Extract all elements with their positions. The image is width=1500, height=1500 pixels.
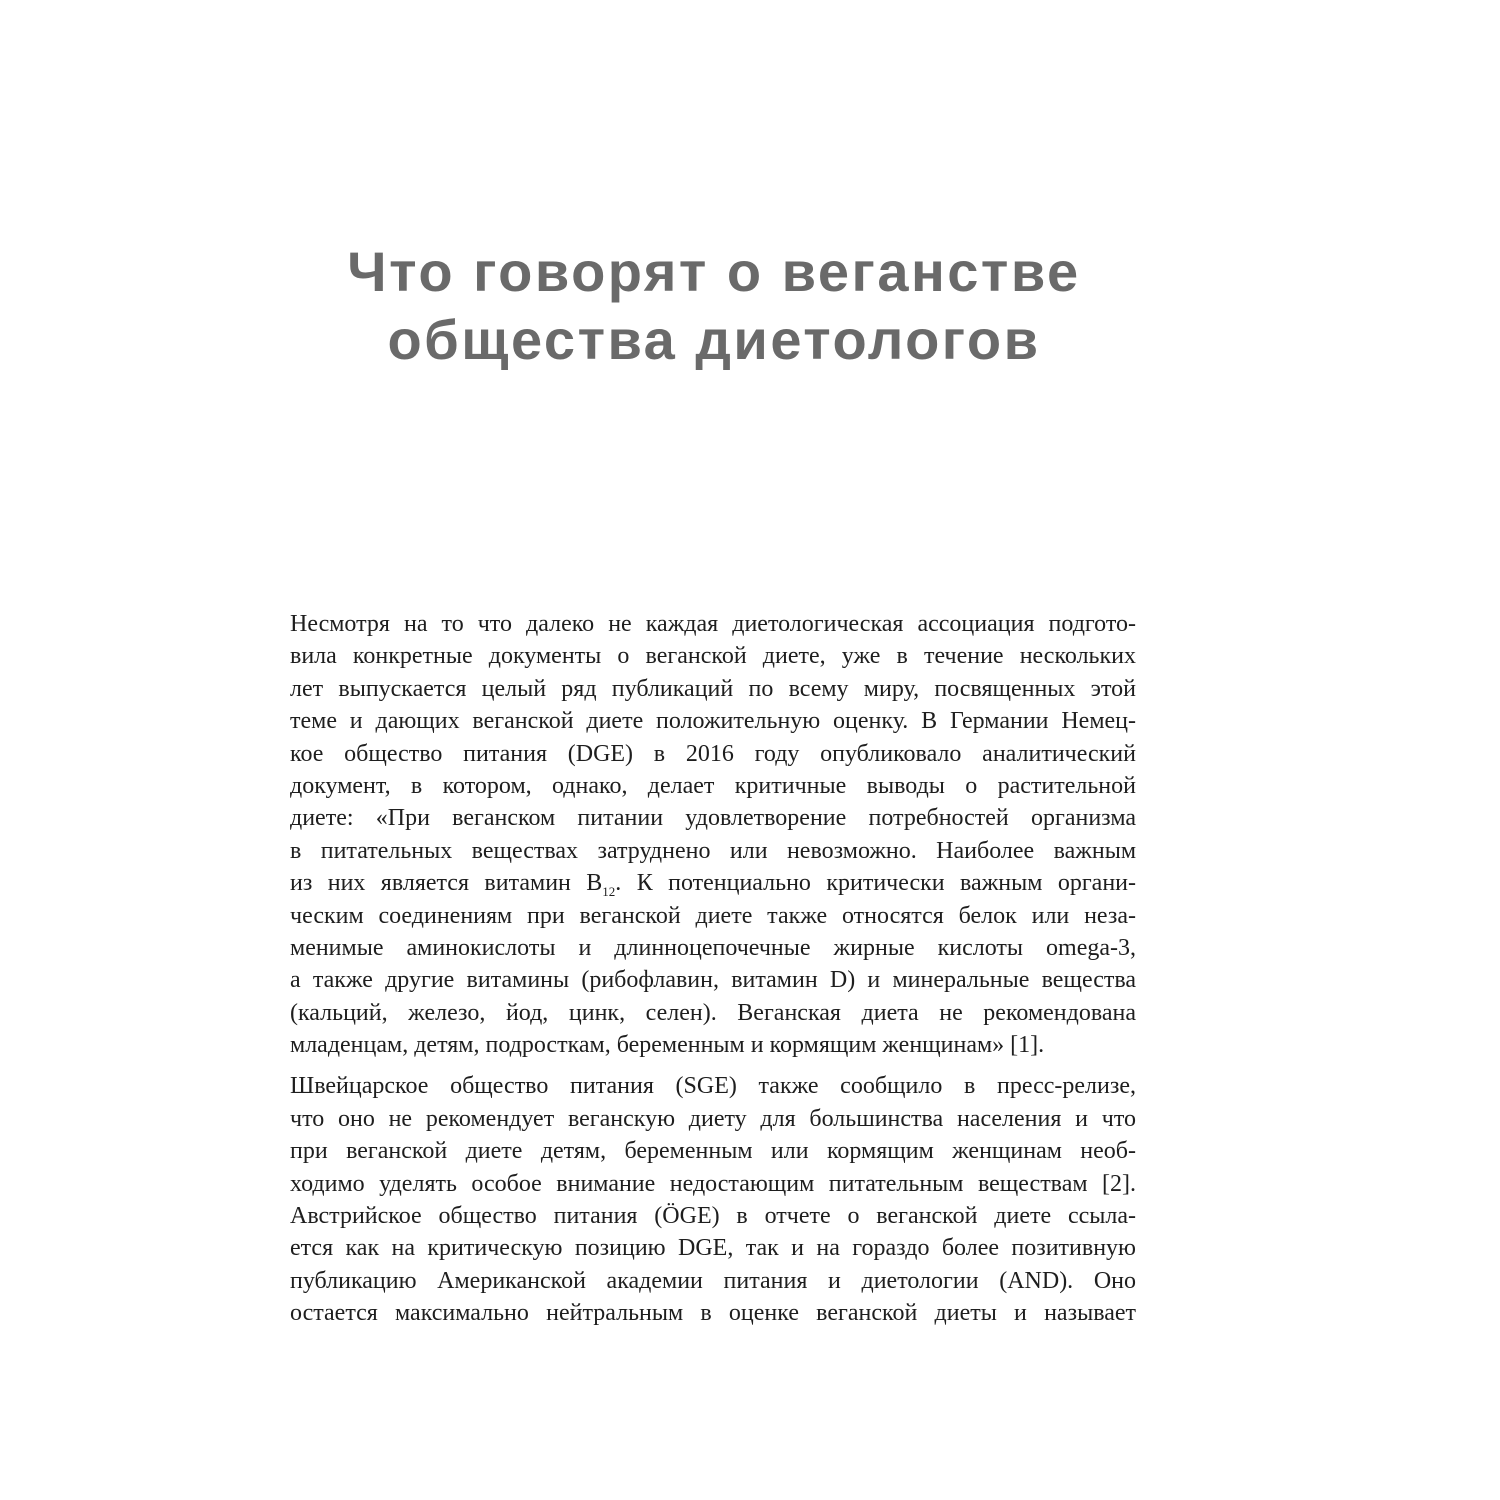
text-line: ется как на критическую позицию DGE, так и на гораздо более позитивную	[290, 1235, 1136, 1262]
text-line: а также другие витамины (рибофлавин, витамин D) и минеральные вещества	[290, 967, 1136, 994]
text-line: Швейцарское общество питания (SGE) также сообщило в пресс-релизе,	[290, 1073, 1136, 1100]
text-line: что оно не рекомендует веганскую диету для большинства населения и что	[290, 1105, 1136, 1132]
subscript: 12	[602, 884, 616, 900]
text-line: младенцам, детям, подросткам, беременным и кормящим женщинам» [1].	[290, 1032, 1045, 1059]
chapter-title	[0, 238, 1428, 374]
text-line: диете: «При веганском питании удовлетворение потребностей организма	[290, 805, 1136, 832]
text-fragment: из них является витамин B	[290, 870, 603, 897]
text-line: лет выпускается целый ряд публикаций по всему миру, посвященных этой	[290, 675, 1136, 702]
text-line: в питательных веществах затруднено или невозможно. Наиболее важным	[290, 837, 1136, 864]
text-fragment: . К потенциально критически важным органи-	[615, 870, 1137, 897]
paragraph-1	[290, 608, 1136, 1061]
text-line: менимые аминокислоты и длинноцепочечные жирные кислоты omega-3,	[290, 934, 1136, 961]
text-line: публикацию Американской академии питания и диетологии (AND). Оно	[290, 1267, 1136, 1294]
body-text	[290, 608, 1136, 1330]
paragraph-2	[290, 1070, 1136, 1329]
text-line: теме и дающих веганской диете положительную оценку. В Германии Немец-	[290, 708, 1136, 735]
text-line: ческим соединениям при веганской диете также относятся белок или неза-	[290, 902, 1136, 929]
chapter-title-line-2: общества диетологов	[387, 308, 1041, 371]
text-line: документ, в котором, однако, делает критичные выводы о растительной	[290, 772, 1136, 799]
text-line: кое общество питания (DGE) в 2016 году опубликовало аналитический	[290, 740, 1136, 767]
text-line: при веганской диете детям, беременным или кормящим женщинам необ-	[290, 1138, 1136, 1165]
text-line: Австрийское общество питания (ÖGE) в отчете о веганской диете ссыла-	[290, 1203, 1136, 1230]
text-line: вила конкретные документы о веганской диете, уже в течение нескольких	[290, 643, 1136, 670]
text-line: (кальций, железо, йод, цинк, селен). Веганская диета не рекомендована	[290, 999, 1136, 1026]
text-line: Несмотря на то что далеко не каждая диетологическая ассоциация подгото-	[290, 611, 1136, 637]
text-line: остается максимально нейтральным в оценке веганской диеты и называет	[290, 1300, 1136, 1327]
text-line-b12	[290, 867, 1136, 899]
chapter-title-line-1: Что говорят о веганстве	[347, 240, 1081, 303]
text-line: ходимо уделять особое внимание недостающим питательным веществам [2].	[290, 1170, 1136, 1197]
